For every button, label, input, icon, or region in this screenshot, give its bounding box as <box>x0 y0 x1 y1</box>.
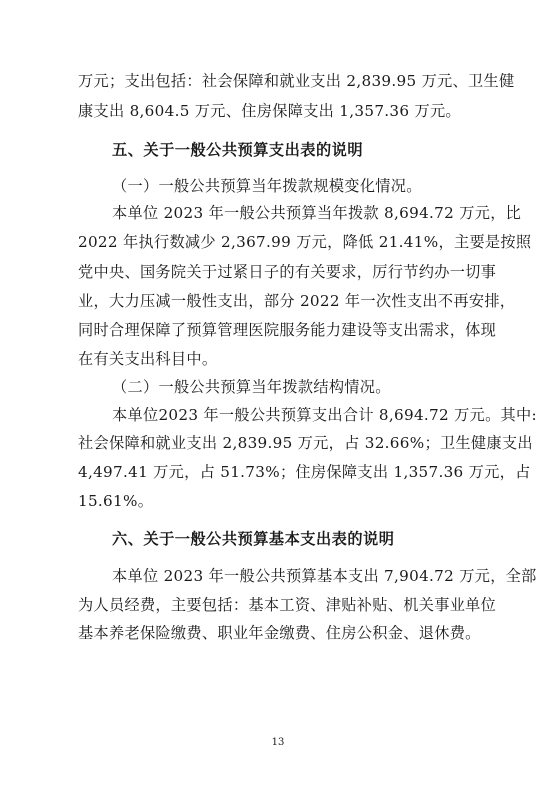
section-heading: 五、关于一般公共预算支出表的说明 <box>112 141 363 159</box>
section-heading: 六、关于一般公共预算基本支出表的说明 <box>112 530 395 548</box>
paragraph-line: 康支出 8,604.5 万元、住房保障支出 1,357.36 万元。 <box>78 102 461 120</box>
page-number: 13 <box>271 737 285 748</box>
paragraph-line: 基本养老保险缴费、职业年金缴费、住房公积金、退休费。 <box>78 624 481 642</box>
paragraph-line: 本单位 2023 年一般公共预算当年拨款 8,694.72 万元，比 <box>112 204 522 222</box>
paragraph-line: 2022 年执行数减少 2,367.99 万元，降低 21.41%，主要是按照 <box>78 233 532 251</box>
paragraph-line: 本单位 2023 年一般公共预算基本支出 7,904.72 万元，全部 <box>112 567 537 585</box>
paragraph-line: 社会保障和就业支出 2,839.95 万元，占 32.66%；卫生健康支出 <box>78 434 533 452</box>
paragraph-line: 业，大力压减一般性支出，部分 2022 年一次性支出不再安排， <box>78 292 516 310</box>
paragraph-line: 4,497.41 万元，占 51.73%；住房保障支出 1,357.36 万元，占 <box>78 463 531 481</box>
paragraph-line: 同时合理保障了预算管理医院服务能力建设等支出需求，体现 <box>78 321 497 339</box>
paragraph-line: 在有关支出科目中。 <box>78 350 218 368</box>
paragraph-line: 本单位2023 年一般公共预算支出合计 8,694.72 万元。其中: <box>112 406 537 424</box>
paragraph-line: 为人员经费，主要包括：基本工资、津贴补贴、机关事业单位 <box>78 596 497 614</box>
paragraph-line: 15.61%。 <box>78 492 154 510</box>
subsection-heading: （一）一般公共预算当年拨款规模变化情况。 <box>112 177 422 195</box>
subsection-heading: （二）一般公共预算当年拨款结构情况。 <box>112 378 391 396</box>
paragraph-line: 万元；支出包括：社会保障和就业支出 2,839.95 万元、卫生健 <box>78 72 515 90</box>
paragraph-line: 党中央、国务院关于过紧日子的有关要求，厉行节约办一切事 <box>78 263 497 281</box>
